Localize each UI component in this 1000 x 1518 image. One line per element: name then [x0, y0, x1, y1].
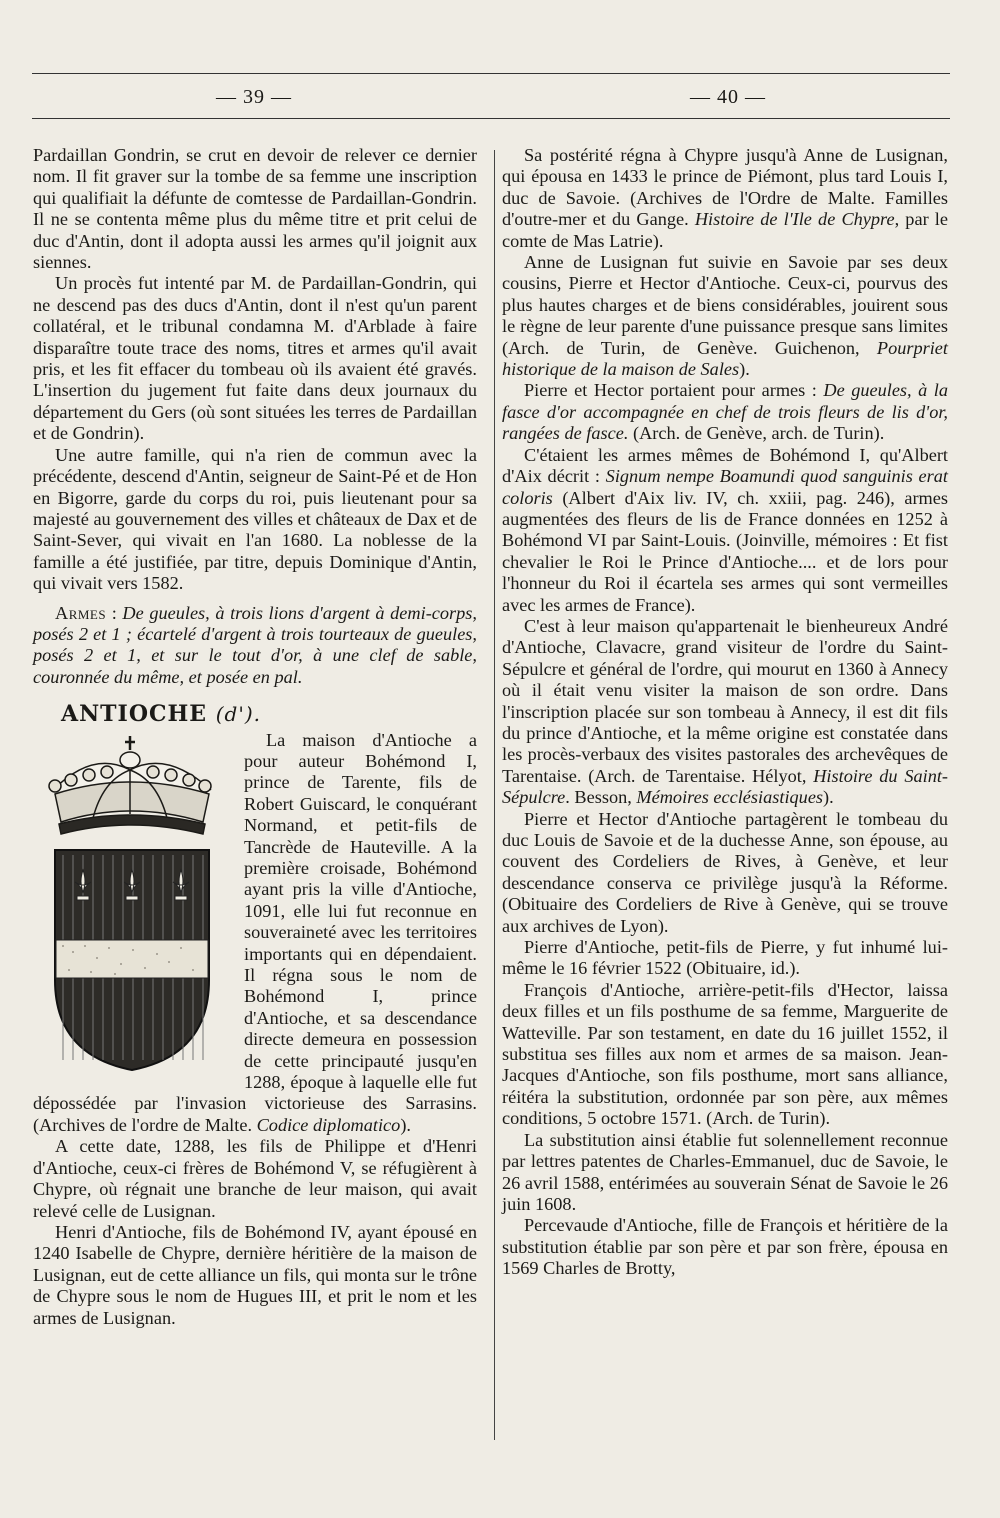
left-column [33, 145, 477, 1329]
paragraph-text: Sa postérité régna à Chypre jusqu'à Anne de Lusignan, qui épousa en 1433 le prince de Piémont, plus tard Louis I, duc de Savoie. (Archives de l'Ordre de Malte. Familles d'outre-mer et du Gange. [502, 145, 948, 230]
paragraph: Un procès fut intenté par M. de Pardaillan-Gondrin, qui ne descend pas des ducs d'Antin, dont il n'est qu'un parent collatéral, et le tribunal condamna M. d'Arblade à faire disparaître toute trace des noms, titres et armes qu'il avait pris, et les fit effacer du tombeau où ils avaient été gravés. L'insertion du jugement fut faite dans deux journaux du département du Gers (où sont situées les terres de Pardaillan et de Gondrin). [33, 273, 477, 444]
section-heading [61, 701, 477, 728]
shield-icon [55, 850, 209, 1070]
paragraph-text: C'étaient les armes mêmes de Bohémond I, qu'Albert d'Aix décrit : [502, 444, 948, 487]
paragraph-text: ). [739, 359, 750, 380]
paragraph-text: Pierre et Hector portaient pour armes : [524, 380, 824, 401]
paragraph: François d'Antioche, arrière-petit-fils d'Hector, laissa deux filles et un fils posthume de sa femme, Marguerite de Watteville. Par son testament, en date du 16 juillet 1552, il substitua ses filles aux nom et armes de sa maison. Jean-Jacques d'Antioche, son fils posthume, mort sans alliance, réitéra la substitution, ordonnée par son père, aux mêmes conditions, 5 octobre 1571. (Arch. de Turin). [502, 979, 948, 1129]
paragraph-text: ). [400, 1114, 411, 1135]
coat-of-arms-icon [33, 730, 233, 1075]
armes-label: Armes [55, 602, 107, 623]
paragraph [502, 145, 948, 252]
paragraph-text: Anne de Lusignan fut suivie en Savoie par ses deux cousins, Pierre et Hector d'Antioche. Ceux-ci, pourvus des plus hautes charges et de biens considérables, jouirent sous le règne de leur parente d'une puissance presque sans limites (Arch. de Turin, de Genève. Guichenon, [502, 252, 948, 358]
paragraph: La substitution ainsi établie fut solennellement reconnue par lettres patentes de Charles-Emmanuel, duc de Savoie, le 26 avril 1588, entérimées au souverain Sénat de Savoie le 26 juin 1608. [502, 1129, 948, 1214]
paragraph [502, 616, 948, 809]
antioche-entry [33, 730, 477, 1137]
paragraph: Pierre et Hector d'Antioche partagèrent le tombeau du duc Louis de Savoie et de la duchesse Anne, son épouse, au couvent des Cordeliers de Rives, à Genève, et leur descendance conserva ce privilège jusqu'à la Réforme. (Obituaire des Cordeliers de Rive à Genève, qui se trouve aux archives de Lyon). [502, 808, 948, 936]
paragraph: Henri d'Antioche, fils de Bohémond IV, ayant épousé en 1240 Isabelle de Chypre, dernière héritière de la maison de Lusignan, eut de cette alliance un fils, qui monta sur le trône de Chypre sous le nom de Hugues III, et prit le nom et les armes de Lusignan. [33, 1221, 477, 1328]
armes-blazon: De gueules, à trois lions d'argent à demi-corps, posés 2 et 1 ; écartelé d'argent à trois tourteaux de gueules, posés 2 et 1, et sur le tout d'or, à une clef de sable, couronnée du même, et posée en pal. [33, 602, 477, 687]
right-page-number: — 40 — [690, 86, 766, 108]
armes-paragraph [33, 603, 477, 689]
paragraph-text: . Besson, [565, 787, 637, 808]
paragraph-text: (Arch. de Genève, arch. de Turin). [628, 423, 885, 444]
paragraph-text: C'est à leur maison qu'appartenait le bienheureux André d'Antioche, Clavacre, grand visiteur de l'ordre du Saint-Sépulcre et général de l'ordre, qui mourut en 1360 à Annecy où il était venu visiter la maison de son ordre. Dans l'inscription placée sur son tombeau à Annecy, il est dit fils du prince d'Antioche, et la même origine est constatée dans les procès-verbaux des visites pastorales des archevêques de Tarentaise. (Arch. de Tarentaise. Hélyot, [502, 615, 948, 786]
coat-of-arms-illustration [33, 730, 238, 1080]
citation-title: Histoire de l'Ile de Chypre [694, 209, 895, 230]
section-subtitle: (d'). [215, 702, 262, 727]
paragraph [502, 380, 948, 444]
paragraph: Pierre d'Antioche, petit-fils de Pierre, y fut inhumé lui-même le 16 février 1522 (Obituaire, id.). [502, 937, 948, 979]
header-rule [32, 118, 950, 119]
citation-title: Pourpriet historique de la maison de Sales [502, 337, 948, 380]
crown-icon [49, 736, 211, 834]
column-divider [494, 150, 495, 1440]
section-title: ANTIOCHE [61, 701, 208, 728]
paragraph: Percevaude d'Antioche, fille de François et héritière de la substitution établie par son père et par son frère, épousa en 1569 Charles de Brotty, [502, 1215, 948, 1279]
paragraph [502, 445, 948, 616]
paragraph: Pardaillan Gondrin, se crut en devoir de relever ce dernier nom. Il fit graver sur la tombe de sa femme une inscription qui qualifiait la défunte de comtesse de Pardaillan-Gondrin. Il ne se contenta même plus du même titre et prit celui de duc d'Antin, dont il adopta aussi les armes qu'il joignit aux siennes. [33, 145, 477, 273]
armes-separator: : [106, 602, 123, 623]
paragraph: A cette date, 1288, les fils de Philippe et d'Henri d'Antioche, ceux-ci frères de Bohémond V, se réfugièrent à Chypre, où régnait une branche de leur maison, qui avait relevé celle de Lusignan. [33, 1136, 477, 1221]
right-column [502, 145, 948, 1280]
latin-quote: Signum nempe Boamundi quod sanguinis erat coloris [502, 466, 948, 508]
paragraph: Une autre famille, qui n'a rien de commun avec la précédente, descend d'Antin, seigneur de Saint-Pé et de Hon en Bigorre, garde du corps du roi, puis lieutenant pour sa majesté au gouvernement des villes et châteaux de Dax et de Saint-Sever, qui vivait en l'an 1680. La noblesse de la famille a été justifiée, par titre, depuis Dominique d'Antin, qui vivait vers 1582. [33, 444, 477, 594]
paragraph-text: (Albert d'Aix liv. IV, ch. xxiii, pag. 246), armes augmentées des fleurs de lis de France données en 1252 à Bohémond VI par Saint-Louis. (Joinville, mémoires : Et fist chevalier le Roi le Prince d'Antioche.... et de lors pour l'honneur du Roi il écartela ses armes qui sont vermeilles avec les armes de France). [502, 487, 948, 615]
paragraph-text: , par le comte de Mas Latrie). [502, 209, 948, 251]
top-rule [32, 73, 950, 74]
citation-title: Mémoires ecclésiastiques [636, 787, 824, 808]
citation-title: Codice diplomatico [256, 1114, 401, 1135]
left-page-number: — 39 — [216, 86, 292, 108]
paragraph [502, 252, 948, 380]
blazon-text: De gueules, à la fasce d'or accompagnée en chef de trois fleurs de lis d'or, rangées de fasce. [502, 380, 948, 444]
paragraph-text: ). [823, 787, 834, 808]
paragraph-text: La maison d'Antioche a pour auteur Bohémond I, prince de Tarente, fils de Robert Guiscard, le conquérant Normand, et petit-fils de Tancrède de Hauteville. A la première croisade, Bohémond ayant pris la ville d'Antioche, 1091, elle lui fut reconnue en souveraineté avec les territoires importants qui en dépendaient. Il régna sous le nom de Bohémond I, prince d'Antioche, et sa descendance directe demeura en possession de cette principauté jusqu'en 1288, époque à laquelle elle fut dépossédée par l'invasion victorieuse des Sarrasins. (Archives de l'ordre de Malte. [33, 729, 477, 1135]
citation-title: Histoire du Saint-Sépulcre [502, 765, 949, 808]
